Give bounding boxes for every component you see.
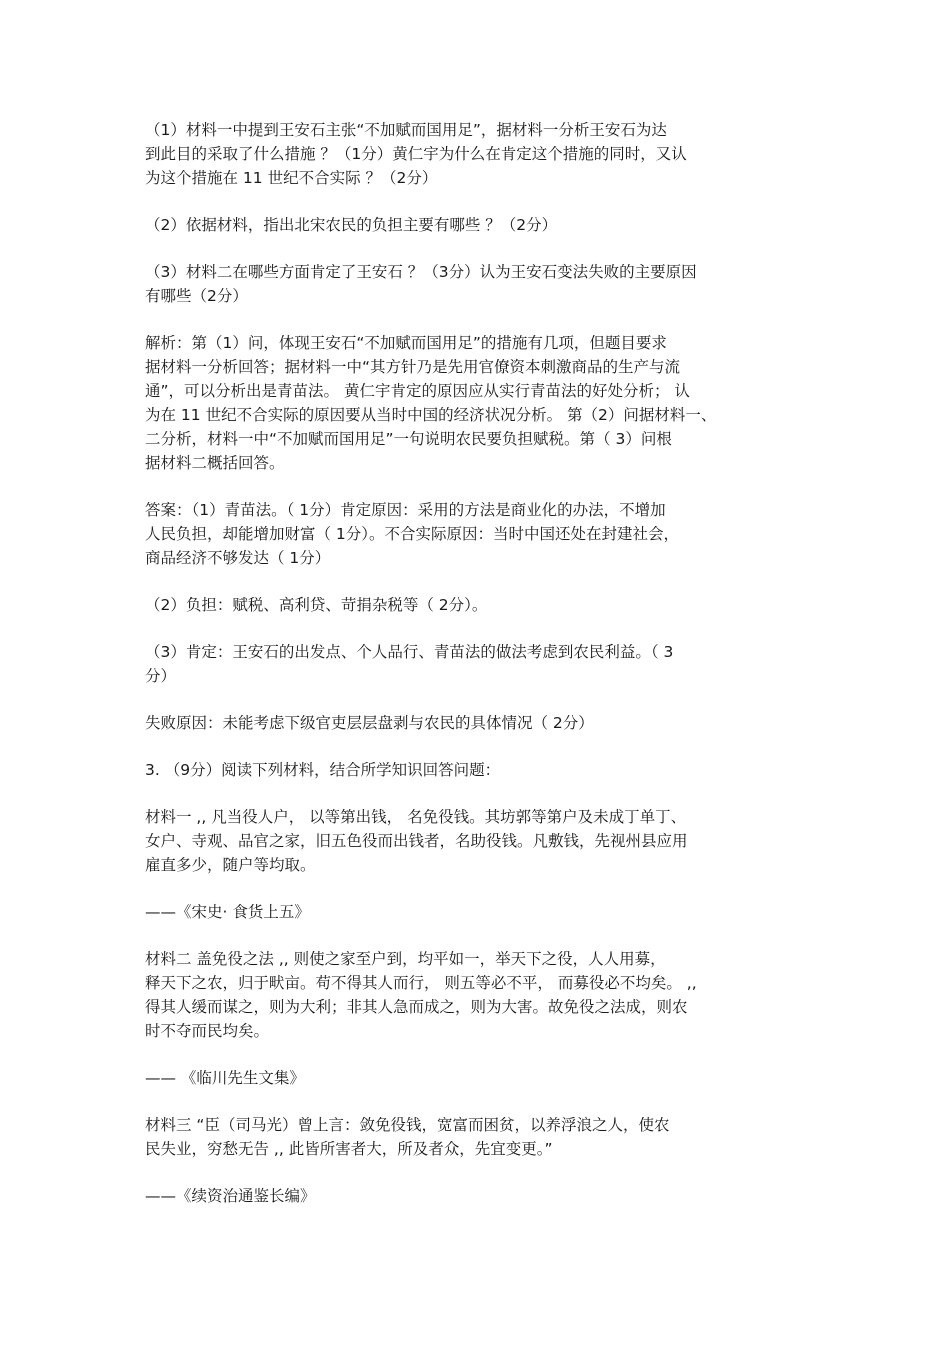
paragraph-answer3b	[145, 711, 815, 735]
text-line: 为这个措施在 11 世纪不合实际 ？（2分）	[145, 169, 438, 187]
text-line: 答案：（1）青苗法。（ 1分）肯定原因：采用的方法是商业化的办法，不增加	[145, 501, 666, 519]
paragraph-source2	[145, 1066, 815, 1090]
text-line: —— 《临川先生文集》	[145, 1069, 305, 1087]
text-line: （2）负担：赋税、高利贷、苛捐杂税等（ 2分）。	[145, 596, 488, 614]
paragraph-question3	[145, 758, 815, 782]
paragraph-q3	[145, 260, 815, 308]
text-line: 3. （9分）阅读下列材料，结合所学知识回答问题：	[145, 761, 501, 779]
text-line: ——《宋史· 食货上五》	[145, 903, 310, 921]
paragraph-source1	[145, 900, 815, 924]
paragraph-q2	[145, 213, 815, 237]
text-line: （1）材料一中提到王安石主张“不加赋而国用足”，据材料一分析王安石为达	[145, 121, 667, 139]
document-page	[145, 118, 815, 1231]
text-line: 解析：第（1）问，体现王安石“不加赋而国用足”的措施有几项，但题目要求	[145, 334, 667, 352]
text-line: 商品经济不够发达（ 1分）	[145, 549, 331, 567]
text-line: 材料一 ,, 凡当役人户， 以等第出钱， 名免役钱。其坊郭等第户及未成丁单丁、	[145, 808, 687, 826]
text-line: 有哪些（2分）	[145, 287, 248, 305]
text-line: 材料三 “臣（司马光）曾上言：敛免役钱，宽富而困贫，以养浮浪之人，使农	[145, 1116, 670, 1134]
text-line: 分）	[145, 667, 177, 685]
paragraph-q1	[145, 118, 815, 190]
paragraph-material1	[145, 805, 815, 877]
paragraph-material2	[145, 947, 815, 1043]
text-line: 雇直多少，随户等均取。	[145, 856, 316, 874]
paragraph-source3	[145, 1184, 815, 1208]
text-line: 民失业，穷愁无告 ,, 此皆所害者大，所及者众，先宜变更。”	[145, 1140, 553, 1158]
text-line: （3）材料二在哪些方面肯定了王安石 ？（3分）认为王安石变法失败的主要原因	[145, 263, 697, 281]
text-line: （2）依据材料，指出北宋农民的负担主要有哪些 ？（2分）	[145, 216, 558, 234]
text-line: 女户、寺观、品官之家，旧五色役而出钱者，名助役钱。凡敷钱，先视州县应用	[145, 832, 688, 850]
paragraph-answer1	[145, 498, 815, 570]
text-line: 时不夺而民均矣。	[145, 1022, 270, 1040]
text-line: （3）肯定：王安石的出发点、个人品行、青苗法的做法考虑到农民利益。（ 3	[145, 643, 674, 661]
paragraph-material3	[145, 1113, 815, 1161]
paragraph-answer2	[145, 593, 815, 617]
text-line: 失败原因：未能考虑下级官吏层层盘剥与农民的具体情况（ 2分）	[145, 714, 594, 732]
text-line: 二分析，材料一中“不加赋而国用足”一句说明农民要负担赋税。第（ 3）问根	[145, 430, 672, 448]
paragraph-answer3	[145, 640, 815, 688]
text-line: 人民负担，却能增加财富（ 1分）。不合实际原因：当时中国还处在封建社会，	[145, 525, 680, 543]
text-line: 到此目的采取了什么措施 ？（1分）黄仁宇为什么在肯定这个措施的同时，又认	[145, 145, 687, 163]
text-line: 据材料一分析回答；据材料一中“其方针乃是先用官僚资本刺激商品的生产与流	[145, 358, 681, 376]
text-line: ——《续资治通鉴长编》	[145, 1187, 316, 1205]
text-line: 材料二 盖免役之法 ,, 则使之家至户到，均平如一，举天下之役，人人用募，	[145, 950, 666, 968]
text-line: 释天下之农，归于畎亩。苟不得其人而行， 则五等必不平， 而募役必不均矣。 ,,	[145, 974, 697, 992]
text-line: 通”，可以分析出是青苗法。 黄仁宇肯定的原因应从实行青苗法的好处分析； 认	[145, 382, 690, 400]
text-line: 据材料二概括回答。	[145, 454, 285, 472]
paragraph-analysis	[145, 331, 815, 475]
text-line: 得其人缓而谋之，则为大利；非其人急而成之，则为大害。故免役之法成，则农	[145, 998, 688, 1016]
text-line: 为在 11 世纪不合实际的原因要从当时中国的经济状况分析。 第（2）问据材料一、	[145, 406, 717, 424]
